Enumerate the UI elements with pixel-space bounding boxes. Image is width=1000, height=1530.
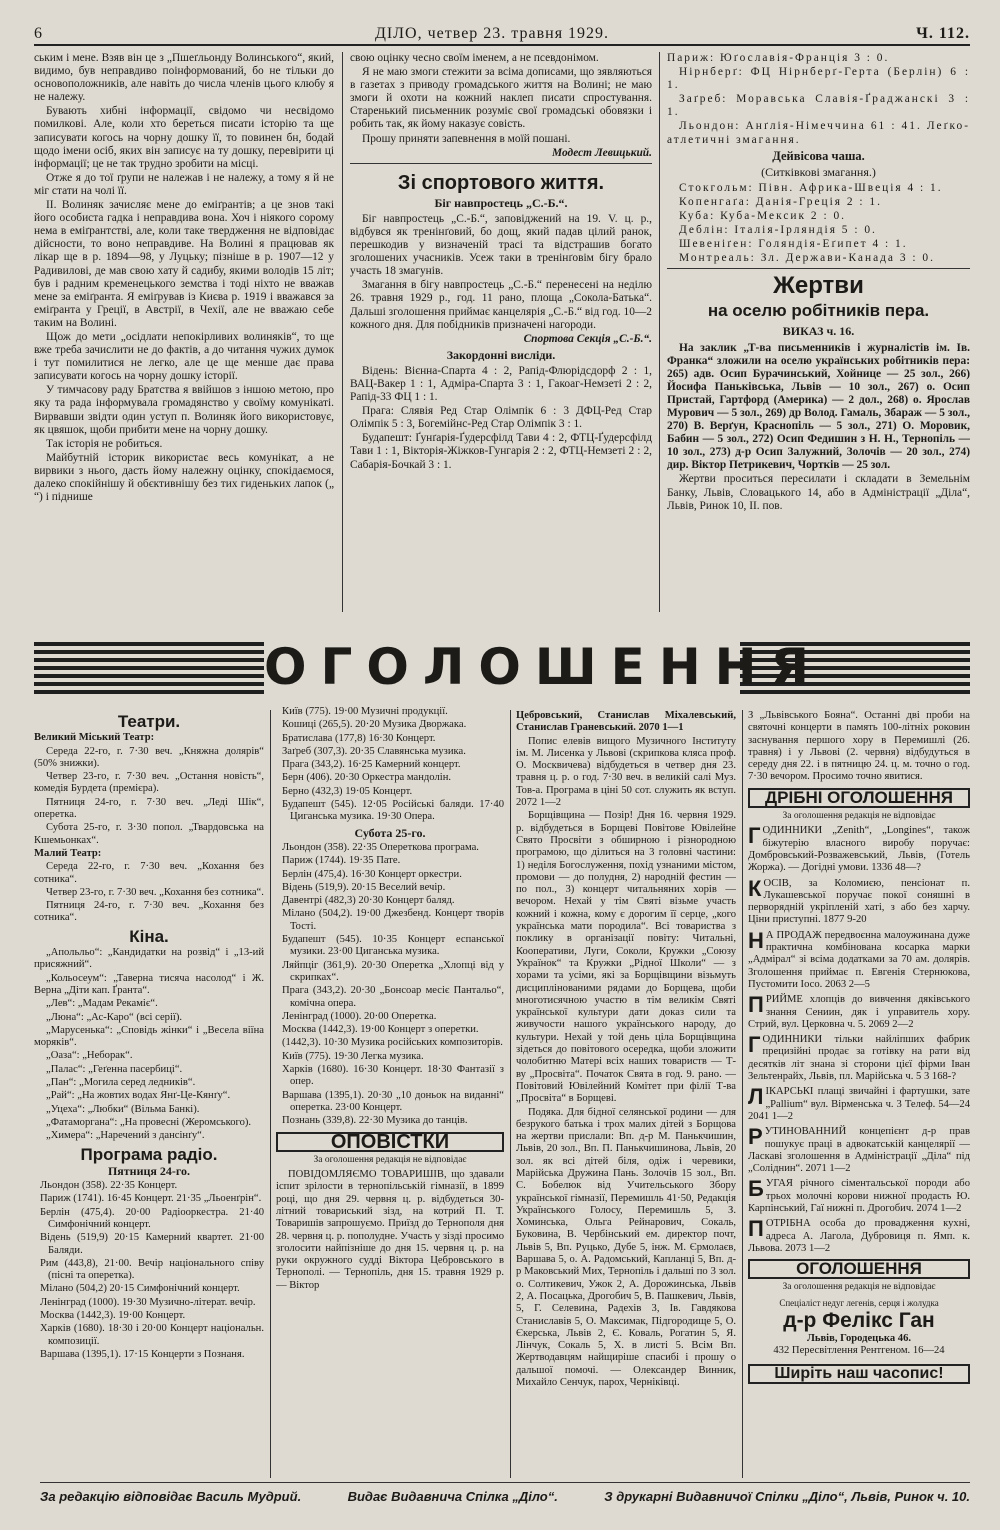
classified-ad xyxy=(748,825,970,874)
radio-listing: Відень (519,9). 20·15 Веселий вечір. xyxy=(282,881,446,893)
drop-cap: Л xyxy=(748,1084,764,1110)
notice-text: Цебровський, Станислав Міхалевський, Станислав Граневський. 2070 1—1 xyxy=(516,710,736,734)
small-ads-heading: ДРІБНІ ОГОЛОШЕННЯ xyxy=(748,788,970,808)
classified-ad xyxy=(748,927,970,991)
radio-listing: Братислава (177,8) 16·30 Концерт. xyxy=(282,732,436,744)
listing: „Люна“: „Ас-Каро“ (всі серії). xyxy=(46,1011,183,1023)
ad-text: ОТРІБНА особа до провадження кухні, адреса А. Лагола, Дубровиця п. Ямп. к. Львова. 2073 1—2 xyxy=(748,1218,970,1254)
spread-slogan: Ширіть наш часопис! xyxy=(748,1364,970,1384)
radio-listing: Париж (1741). 16·45 Концерт. 21·35 „Льоенґрін“. xyxy=(40,1193,262,1205)
ad-text: ОСІВ, за Коломиєю, пенсіонат п. Лукашевської поручає покої соняшні в перворядній укріпленій хаті, з або без харчу. Ціни приступні. 1877 9-20 xyxy=(748,877,970,926)
venue-name: Малий Театр: xyxy=(34,847,102,859)
result-line: Монтреаль: Зл. Держави-Канада 3 : 0. xyxy=(679,252,935,265)
paragraph: ським і мене. Взяв він це з „Пшеґльонду Волинського“, який, видимо, був неправдиво поінформований, бо не тільки до основоположників, але навіть до числа членів цього клюбу я не належу. xyxy=(34,52,334,104)
radio-day: Субота 25-го. xyxy=(354,825,426,840)
masthead-title: ДІЛО, четвер 23. травня 1929. xyxy=(374,25,610,42)
doctor-address: Львів, Городецька 46. xyxy=(806,1333,912,1345)
radio-listing: Варшава (1395,1). 20·30 „10 доньок на виданні“ оперетка. 23·00 Концерт. xyxy=(282,1089,504,1113)
results-vienna: Відень: Вієнна-Спарта 4 : 2, Рапід-Флюрідсдорф 2 : 1, ВАЦ-Вакер 1 : 1, Адміра-Спарта 3 : 1, Гакоаг-Немзеті 2 : 2, Рапід-33 ФЦ 1 : 1. xyxy=(350,364,652,404)
results-budapest: Будапешт: Ґунґарія-Ґудерсфілд Тави 4 : 2, ФТЦ-Ґудерсфілд Тави 1 : 1, Вікторія-Жіжков-Гунгарія 2 : 2, ФТЦ-Немзеті 2 : 2, Сабарія-Бочкай 3 : 1. xyxy=(350,432,652,471)
notices-disclaimer: За оголошення редакція не відповідає xyxy=(313,1154,467,1165)
listing: „Палас“: „Геґенна пасербиці“. xyxy=(46,1063,183,1075)
radio-listing: Харків (1680). 16·30 Концерт. 18·30 Фантазії з опер. xyxy=(282,1064,504,1088)
drop-cap: Б xyxy=(748,1176,764,1202)
listing: Четвер 23-го, г. 7·30 веч. „Остання новість“, комедія Бурдета (премієра). xyxy=(34,771,264,795)
radio-listing: Ленінград (1000). 19·30 Музично-літерат. вечір. xyxy=(40,1296,256,1308)
drop-cap: П xyxy=(748,1216,764,1242)
donors-list: На заклик „Т-ва письменників і журналістів ім. Ів. Франка“ зложили на оселю українських робітників пера: 265) адв. Осип Бурачинський, Хойнице — 25 зол., 266) Йосифа Паньківська, Львів — 10 зол., 267) о. Осип Пристай, Гартфорд (Америка) — 2 дол., 268) о. Ярослав Мурович — 5 зол., 269) др Волод. Гамаль, Збараж — 5 зол., 270) В. Верґун, Краснопіль — 5 зол., 271) О. Моровик, Бабин — 5 зол., 272) Осип Федишин з Н. Н., Тернопіль — 10 зол., 273) д-р Осип Залужний, Золочів — 20 зол., 274) дир. Віктор Петрикевич, Чортків — 25 зол. xyxy=(667,341,970,472)
listing: „Химера“: „Наречений з дансінґу“. xyxy=(46,1130,205,1142)
section-signature: Спортова Секція „С.-Б.“. xyxy=(523,332,652,345)
paragraph: Бувають хибні інформації, свідомо чи несвідомо помилкові. Але, коли хто береться писати історію та ще записувати когось на чорну дошку її, то повинен бн, бодай щодо імени осіб, яких він записує на ту дошку, перевірити ці інформації; це не так трудно зробити на місці. xyxy=(34,105,334,170)
doctor-service: 432 Пересвітлення Рентгеном. 16—24 xyxy=(773,1345,945,1357)
ad-text: УГАЯ річного сіментальської породи або трьох молочні корови нижної продасть Ю. Карпінський, Гаї нижні п. Дрогобич. 2074 1—2 xyxy=(748,1178,970,1214)
radio-listing: Ленінград (1000). 20·00 Оперетка. xyxy=(282,1010,437,1022)
victims-list-number: ВИКАЗ ч. 16. xyxy=(782,324,855,339)
drop-cap: Г xyxy=(748,1032,761,1058)
radio-listing: Рим (443,8), 21·00. Вечір національного співу (пісні та оперетка). xyxy=(40,1257,264,1282)
paragraph: Щож до мети „осідлати непокірливих волиняків“, то ще вже треба зачислити не до фактів, а до читання чужих думок і тут помилитися не легко, але це ще менше дає права записувати когось на чорну дошку історії. xyxy=(34,330,334,383)
radio-listing: Париж (1744). 19·35 Пате. xyxy=(282,855,401,867)
ads-column-2 xyxy=(276,706,504,1478)
notice-text: Подяка. Для бідної селянської родини — для безрукого батька і трох малих дітей з Борщова на жертви прислали: Вп. д-р М. Панькчишин, Львів, 20 зол., Вп. П. Панькчишинова, Львів, 20 зол. як всі дітей біля, одіж і черевики, Марійська Дружина Пань. Золочів 15 зол., Вп. С. Бобелюк від Учительського Збору української гімназії, Перемишль 41·50, Редакція Українського Голосу, Перемишль 5, З. Хоминська, Ольга Рейнарович, Сокаль, Буковина, В. Чербінський ем. директор почт, Львів 5, Вп. Руцько, Дубе 5, інж. М. Єрмолаєв, Варшава 5, о. А. Радомський, Капланці 5, Вп. д-р Маковський Мих, Тернопіль і дальші по 3 зол. о. Солтикевич, Ужок 2, А. Дорожинська, Львів 2, А. Посацька, Дрогобич 5, В. Пашкевич, Львів, 5, Г. Селевина, Радехів 3, Ів. Гавдякова Станиславів 5, О. Максимак, Підгородище 5, О. Єкерська, Львів 2, Є. Коваль, Рогатин 5, Я. Лінчук, Сокаль 5, Х. в листі 5. Всім Вп. Жертводавцям найщиріше спасибі і прошу о дальшої помочі. — Олександер Винник, Михайло Сенчук, парох, Черніківці. xyxy=(516,1106,736,1389)
classified-ad xyxy=(748,1218,970,1255)
subheading-davis-note: (Ситківкові змагання.) xyxy=(761,164,876,179)
victims-heading: Жертви xyxy=(773,272,864,300)
notice-text: З „Львівського Бояна“. Останні дві проби на святочні концерти в память 100-літніх роковин заснування першого хору в Перемишлі (26. травня) і у Львові (2. червня) відбудуться в середу дня 22. і в пятницю 24. ц. м. точно о год. 7·30 вечором. Просимо точно явитися. xyxy=(748,710,970,783)
paragraph: У тимчасову раду Братства я ввійшов з іншою метою, про яку та рада інформувала громадянство у своїму комунікаті. Вирвавши звідти один уступ п. Волиняк його використовує, як цвяшок, щоби прибити мене на чорну дошку. xyxy=(34,384,334,436)
ads-disclaimer: За оголошення редакція не відповідає xyxy=(782,1282,936,1293)
drop-cap: Н xyxy=(748,927,764,953)
column-rule xyxy=(342,52,343,612)
listing: Середа 22-го, г. 7·30 веч. „Кохання без сотника“. xyxy=(34,861,264,885)
radio-day: Пятниця 24-го. xyxy=(107,1163,191,1178)
radio-listing: Давентрі (482,3) 20·30 Концерт баляд. xyxy=(282,895,455,907)
ad-text: ОДИННИКИ „Zenith“, „Longines“, також біжутерію власного виробу поручає: Домбровський-Розважевський, Львів, (Готель Жоржа). — Догідні умови. 1336 48—? xyxy=(748,825,970,874)
ad-text: УТИНОВАННИЙ концепієнт д-р прав пошукує праці в адвокатській канцелярії — Ласкаві зголошення в Адміністрації „Діла“ під „Соліднин“. 2071 1—2 xyxy=(748,1126,970,1175)
paragraph: Прошу приняти запевнення в моїй пошані. xyxy=(362,132,571,145)
notice-text: Борщівщина — Позір! Дня 16. червня 1929. р. відбудеться в Борщеві Повітове Ювілейне Свято Просвіти з обширною і різнородною програмою, що ділиться на 3 головні частини: 1) неділя Богослуження, похід узнаними містом, промови — до полудня, 2) народній фестин — по пол., 3) концерт читальняних хорів — вечором. Нехай у тім Святі візьме участь кожний і кожна, кому є дорогим її серце, „кого українська мати породила“. Всі товариства з поклику в організації повіту: Читальні, Кооперативи, Луги, Соколи, Кружки „Союзу Українок“ та Кружки „Рідної Школи“ — з хорами та усіми, які за Борщівщини візьмуть дисциплінованими рядами до Борщева, щоби многотисячною участю в тім великім Святі української культури дати доказ сили та живучости нашого українського народу, до культури. Нехай у той день ціла Борщівщина зідеться до повітового осередка, щоби зложити чолобитню Матері всіх наших товариств — Т-ву „Просвіта“. Початок Свята в год. 9. рано. — Повітовий Ювілейний Комітет при філії Т-ва „Просвіта“ в Борщеві. xyxy=(516,810,736,1105)
radio-listing: Харків (1680). 18·30 і 20·00 Концерт національн. композиції. xyxy=(40,1323,264,1347)
notice-text: ПОВІДОМЛЯЄМО ТОВАРИШІВ, що здавали іспит зрілости в тернопільській гімназії, в 1899 році, що дня 29. червня ц. р. відбудеться 30-літний товариський зізд, на котрий П. Т. Товаришів запрошуємо. Приїзд до Тернополя дня 28. червня ц. р. пополудне. Участь у зізді просимо зголосити найпізніше до дня 15. червня ц. р. на руки окружного судді Віктора Цебровського в Тернополі. — Тернопіль, дня 15. травня 1929 р. — Віктор xyxy=(276,1169,504,1291)
article-column-3 xyxy=(667,52,970,612)
victims-subheading: на оселю робітників пера. xyxy=(707,301,930,321)
radio-listing: Берн (406). 20·30 Оркестра мандолін. xyxy=(282,772,452,784)
ads-column-4 xyxy=(748,710,970,1478)
section-heading-sport: Зі спортового життя. xyxy=(397,171,605,194)
issue-number: Ч. 112. xyxy=(916,25,970,42)
paragraph: Я не маю змоги стежити за всіма дописами, що зявляються в газетах з приводу громадського життя на Волині; не маю змоги й охоти на кожний наклеп писати спростування. Старенький письменник розуміє свої громадські обовязки і робить так, як йому наказує совість. xyxy=(350,66,652,131)
ad-text: РИЙМЕ хлопців до вивчення дяківського знання Сениин, дяк і управитель хору. Стрий, вул. Церковна ч. 5. 2069 2—2 xyxy=(748,994,970,1030)
footer-editor: За редакцію відповідає Василь Мудрий. xyxy=(40,1489,302,1504)
paragraph: Змагання в бігу навпростець „С.-Б.“ перенесені на неділю 26. травня 1929 р., год. 11 рано, площа „Сокола-Батька“. Дальші зголошення приймає канцелярія „С.-Б.“ від год. 10—2 кожного дня. Для побідників призначені нагороди. xyxy=(350,279,652,331)
radio-listing: Ляйпціг (361,9). 20·30 Оперетка „Хлопці від у скрипках“. xyxy=(282,959,504,983)
result-line: Париж: Юґославія-Франція 3 : 0. xyxy=(667,52,890,64)
listing: Пятниця 24-го, г. 7·30 веч. „Леді Шік“, оперетка. xyxy=(34,796,264,821)
radio-listing: Мілано (504,2) 20·15 Симфонічний концерт. xyxy=(40,1283,240,1295)
result-line: Шевеніґен: Голяндія-Еґипет 4 : 1. xyxy=(679,238,908,251)
listing: „Пан“: „Могила серед ледників“. xyxy=(46,1077,196,1089)
radio-listing: Будапешт (545). 12·05 Російські баляди. 17·40 Циганська музика. 19·30 Опера. xyxy=(282,799,504,823)
classified-ad xyxy=(748,1126,970,1175)
radio-listing: Будапешт (545). 10·35 Концерт еспанської музики. 23·00 Циганська музика. xyxy=(282,934,504,958)
venue-name: Великий Міський Театр: xyxy=(34,732,155,744)
radio-listing: Познань (339,8). 22·30 Музика до танців. xyxy=(282,1115,468,1127)
drop-cap: Г xyxy=(748,823,761,849)
radio-listing: Прага (343,2). 16·25 Камерний концерт. xyxy=(282,759,461,771)
article-column-1 xyxy=(34,52,334,612)
page-number: 6 xyxy=(34,25,43,42)
classified-ad xyxy=(748,875,970,927)
ads-column-1 xyxy=(34,710,264,1478)
column-rule xyxy=(659,52,660,612)
article-column-2 xyxy=(350,52,652,612)
drop-cap: К xyxy=(748,875,762,901)
listing: „Лев“: „Мадам Рекаміє“. xyxy=(46,998,158,1010)
result-line: Куба: Куба-Мексик 2 : 0. xyxy=(679,210,846,223)
column-rule xyxy=(510,710,511,1478)
listing: „Марусенька“: „Сповідь жінки“ і „Весела віїна моряків“. xyxy=(34,1024,264,1049)
classified-ad xyxy=(748,1178,970,1215)
radio-listing: Варшава (1395,1). 17·15 Концерти з Познаня. xyxy=(40,1348,245,1360)
column-rule xyxy=(270,710,271,1478)
classified-ad xyxy=(748,1034,970,1083)
subheading-abroad: Закордонні висліди. xyxy=(446,347,556,362)
subheading-run: Біг навпростець „С.-Б.“. xyxy=(434,195,568,210)
ads-banner xyxy=(34,628,970,706)
footer-printer: З друкарні Видавничої Спілки „Діло“, Львів, Ринок ч. 10. xyxy=(604,1489,970,1504)
radio-listing: Москва (1442,3). 19·00 Концерт. xyxy=(40,1310,186,1322)
radio-listing: Київ (775). 19·30 Легка музика. xyxy=(282,1050,424,1062)
result-line: Льондон: Анґлія-Німеччина 61 : 41. Леґко-атлетичні змагання. xyxy=(667,120,970,146)
ad-text: ОДИННИКИ тільки найліпших фабрик прецизійні продає за готівку на рати від десятків літ знана зі сторони цієї фірми Іван Зельтенрайх, Львів, пл. Марійська ч. 5 3 168-? xyxy=(748,1034,970,1083)
notice-text: Попис елевів вищого Музичного Інституту ім. М. Лисенка у Львові (скрипкова кляса проф. О. Москвичева) відбудеться в четвер дня 23. травня ц. р. о год. 7·30 веч. в великій салі Муз. Тов-а. Програма в ціні 50 сот. служить як вступ. 2072 1—2 xyxy=(516,735,736,809)
listing: Пятниця 24-го, г. 7·30 веч. „Кохання без сотника“. xyxy=(34,900,264,924)
banner-title: ОГОЛОШЕННЯ xyxy=(264,638,824,696)
results-prague: Прага: Слявія Ред Стар Олімпік 6 : 3 ДФЦ-Ред Стар Олімпік 5 : 3, Богемійнс-Ред Стар Олімпік 3 : 1. xyxy=(350,405,652,431)
paragraph: Так історія не робиться. xyxy=(46,437,163,450)
doctor-specialty: Спеціаліст недуг легенів, серця і жолудка xyxy=(779,1297,939,1308)
ad-text: А ПРОДАЖ передвоєнна малоужинана дуже практична комбінована косарка марки „Адмірал“ зі всіма додатками за 70 ам. долярів. Зголошення приймає п. Евгенія Стернюкова, Пустомити Іосо. 2063 2—5 xyxy=(748,929,970,990)
result-line: Деблін: Італія-Ірляндія 5 : 0. xyxy=(679,224,877,237)
notices-heading: ОПОВІСТКИ xyxy=(276,1132,504,1152)
footer-publisher: Видає Видавнича Спілка „Діло“. xyxy=(347,1489,558,1504)
paragraph: Біг навпростець „С.-Б.“, заповіджений на 19. V. ц. р., відбувся як тренінґовий, бо дощ, який падав цілий ранок, перешкодив у визначеній трасі та відстрашив богато зголошених учасників. Усеж таки в тренінґовім бігу брало участь 18 змагунів. xyxy=(350,212,652,278)
author-signature: Модест Левицький. xyxy=(552,146,652,159)
result-line: Заґреб: Моравська Славія-Ґраджанскі 3 : 1. xyxy=(667,93,970,119)
paragraph: свою оцінку чесно своїм іменем, а не псевдонімом. xyxy=(350,52,599,64)
radio-listing: (1442,3). 10·30 Музика російських композиторів. xyxy=(282,1037,503,1049)
listing: Четвер 23-го, г. 7·30 веч. „Кохання без сотника“. xyxy=(46,886,264,898)
cinemas-heading: Кіна. xyxy=(129,926,169,946)
radio-listing: Мілано (504,2). 19·00 Джезбенд. Концерт творів Тості. xyxy=(282,908,504,932)
radio-listing: Заґреб (307,3). 20·35 Славянська музика. xyxy=(282,745,466,757)
result-line: Копенгаґа: Данія-Греція 2 : 1. xyxy=(679,195,882,208)
listing: „Рай“: „На жовтих водах Янґ-Це-Кянґу“. xyxy=(46,1090,231,1102)
listing: „Апольльо“: „Кандидатки на розвід“ і „13-ий присяжний“. xyxy=(34,947,264,971)
page-footer xyxy=(40,1482,970,1506)
ads-column-3 xyxy=(516,710,736,1478)
listing: „Уцеха“: „Любки“ (Вільма Банкі). xyxy=(46,1103,200,1115)
listing: „Оаза“: „Неборак“. xyxy=(46,1050,133,1062)
divider xyxy=(667,268,970,269)
drop-cap: П xyxy=(748,992,764,1018)
result-line: Нірнберґ: ФЦ Нірнберґ-Герта (Берлін) 6 : 1. xyxy=(667,66,970,92)
paragraph: II. Волиняк зачисляє мене до еміґрантів; а це знов такі його особиста гадка і неправдива вона. Хоч і ніякого сорому нема в еміґрантстві, але, коли таке твердження не відповідає дійсности, то воно неправдиве. На Волині я працював як лікар ще в р. 1894—98, у Луцьку; пізніше в р. 1907—12 у Радивилові, де мав свою хату й садибу, якими володів 15 літ; був і радним кременецького земства і тоді ніхто не вважав мене за еміґранта. Я еміґрував із Києва р. 1919 і вважався за еміґранта у Греції, в Австрії, в Чехії, але не вважаю себе таким на Волині. xyxy=(34,199,334,329)
paragraph: Жертви проситься пересилати і складати в Земельнім Банку, Львів, Словацького 14, або в Адміністрації „Діла“, Львів, Ринок 10, II. пов. xyxy=(667,473,970,512)
radio-listing: Льондон (358). 22·35 Концерт. xyxy=(40,1180,178,1192)
radio-listing: Берлін (475,4). 20·00 Радіооркестра. 21·40 Симфонічний концерт. xyxy=(40,1206,264,1230)
radio-listing: Прага (343,2). 20·30 „Бонсоар месіє Пантальо“, комічна опера. xyxy=(282,985,504,1009)
radio-listing: Берлін (475,4). 16·30 Концерт оркестри. xyxy=(282,868,462,880)
radio-listing: Москва (1442,3). 19·00 Концерт з оперетки. xyxy=(282,1024,479,1036)
listing: Субота 25-го, г. 3·30 попол. „Твардовська на Кшемьонках“. xyxy=(34,822,264,846)
radio-heading: Програма радіо. xyxy=(80,1144,218,1164)
radio-listing: Відень (519,9) 20·15 Камерний квартет. 21·00 Баляди. xyxy=(40,1232,264,1256)
radio-listing: Льондон (358). 22·35 Опереткова програма. xyxy=(282,841,479,853)
radio-listing: Берно (432,3) 19·05 Концерт. xyxy=(282,785,413,797)
radio-listing: Київ (775). 19·00 Музичні продукції. xyxy=(282,706,448,717)
page-header xyxy=(34,24,970,46)
radio-listing: Кошиці (265,5). 20·20 Музика Дворжака. xyxy=(282,719,467,731)
subheading-davis: Дейвісова чаша. xyxy=(772,148,865,163)
listing: „Фатаморгана“: „На провесні (Жеромського). xyxy=(46,1116,252,1128)
divider xyxy=(350,163,652,164)
classified-ad xyxy=(748,994,970,1031)
result-line: Стокгольм: Півн. Африка-Швеція 4 : 1. xyxy=(679,181,943,194)
ads-heading: ОГОЛОШЕННЯ xyxy=(748,1259,970,1279)
ad-text: ІКАРСЬКІ плащі звичайні і фартушки, зате „Pallium“ вул. Вірменська ч. 3 Телеф. 54—24 2041 1—2 xyxy=(748,1086,970,1122)
paragraph: Майбутній історик використає весь комунікат, а не вирвики з нього, дасть йому належну оцінку, спокідаємося, далеко спокійнішу й обєктивнішу без тих гиденьких лапок („ “) і піднише xyxy=(34,451,334,504)
doctor-name: д-р Фелікс Ган xyxy=(783,1309,935,1333)
drop-cap: Р xyxy=(748,1124,763,1150)
small-ads-disclaimer: За оголошення редакція не відповідає xyxy=(782,811,936,822)
column-rule xyxy=(742,710,743,1478)
listing: Середа 22-го, г. 7·30 веч. „Княжна долярів“ (50% знижки). xyxy=(34,745,264,769)
theatres-heading: Театри. xyxy=(117,712,181,731)
listing: „Кольосеум“: „Таверна тисяча насолод“ і Ж. Верна „Діти кап. Ґранта“. xyxy=(34,972,264,996)
paragraph: Отже я до тої ґрупи не належав і не належу, а тому я й не міг стати на чолі її. xyxy=(34,171,334,197)
classified-ad xyxy=(748,1086,970,1123)
